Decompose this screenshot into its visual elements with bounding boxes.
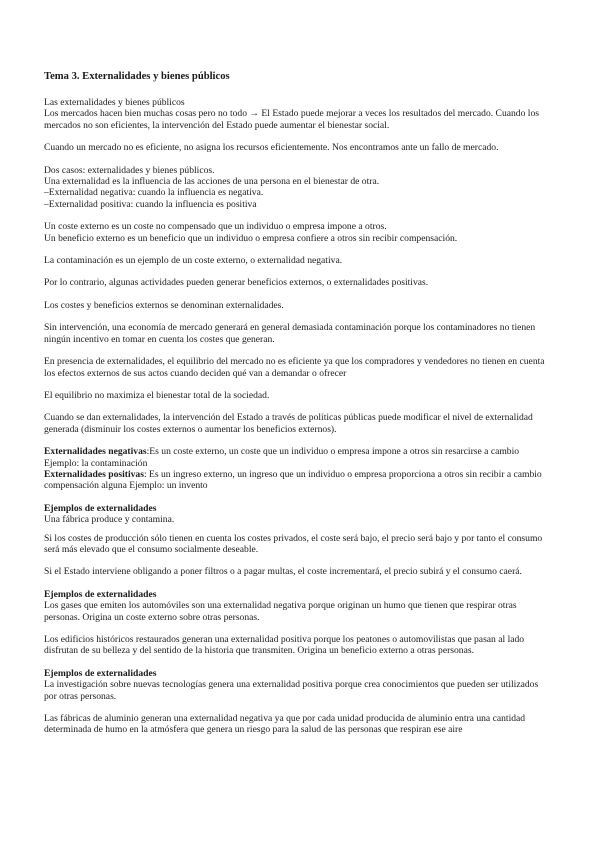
text-line: compensación alguna Ejemplo: un invento — [44, 480, 208, 492]
text-line: Las fábricas de aluminio generan una externalidad negativa ya que por cada unidad producida de aluminio entra una cantidad — [44, 713, 526, 725]
negative-externalities-text: :Es un coste externo, un coste que un individuo o empresa impone a otros sin resarcirse a cambio — [146, 446, 520, 458]
text-line: –Externalidad positiva: cuando la influencia es positiva — [44, 198, 257, 210]
text-line: determinada de humo en la atmósfera que genera un riesgo para la salud de las personas que respiran ese aire — [44, 724, 463, 736]
text-line: Las externalidades y bienes públicos — [44, 97, 185, 108]
examples-section-2 — [44, 589, 560, 623]
intro-paragraph — [44, 97, 560, 131]
external-cost-paragraph — [44, 221, 560, 244]
text-line: Cuando un mercado no es eficiente, no asigna los recursos eficientemente. Nos encontramos ante un fallo de mercado. — [44, 142, 499, 154]
text-line: Ejemplo: la contaminación — [44, 457, 148, 469]
text-line: Los costes y beneficios externos se denominan externalidades. — [44, 299, 284, 311]
positive-externalities-text: : Es un ingreso externo, un ingreso que un individuo o empresa proporciona a otros sin recibir a cambio — [143, 468, 542, 480]
section-heading: Ejemplos de externalidades — [44, 502, 157, 514]
welfare-paragraph — [44, 390, 560, 401]
text-line: Dos casos: externalidades y bienes públicos. — [44, 164, 215, 176]
text-line: En presencia de externalidades, el equilibrio del mercado no es eficiente ya que los compradores y vendedores no tienen en cuenta — [44, 356, 545, 368]
text-line: Cuando se dan externalidades, la intervención del Estado a través de políticas públicas puede modificar el nivel de externalidad — [44, 412, 533, 424]
examples-section-1-paragraph-b — [44, 566, 560, 577]
text-line: Un beneficio externo es un beneficio que un individuo o empresa confiere a otros sin recibir compensación. — [44, 232, 458, 244]
pollution-paragraph — [44, 255, 560, 266]
positive-externalities-label: Externalidades positivas — [44, 468, 144, 480]
examples-section-3-paragraph-a — [44, 713, 560, 736]
no-intervention-paragraph — [44, 322, 560, 345]
text-line: Si los costes de producción sólo tienen en cuenta los costes privados, el coste será bajo, el precio será bajo y por tanto el consumo — [44, 532, 543, 544]
text-line: Por lo contrario, algunas actividades pueden generar beneficios externos, o externalidades positivas. — [44, 277, 429, 289]
two-cases-paragraph — [44, 165, 560, 211]
text-line: por otras personas. — [44, 690, 117, 702]
state-intervention-paragraph — [44, 412, 560, 435]
text-line: Sin intervención, una economía de mercado generará en general demasiada contaminación porque los contaminadores no tienen — [44, 322, 536, 334]
text-line: Un coste externo es un coste no compensado que un individuo o empresa impone a otros. — [44, 221, 387, 233]
text-line: Una fábrica produce y contamina. — [44, 514, 175, 526]
externalities-definition-paragraph — [44, 300, 560, 311]
text-line: El equilibrio no maximiza el bienestar total de la sociedad. — [44, 389, 270, 401]
text-line — [44, 446, 560, 457]
text-line: ningún incentivo en tomar en cuenta los costes que generan. — [44, 333, 275, 345]
text-line: generada (disminuir los costes externos o aumentar los beneficios externos). — [44, 423, 337, 435]
examples-section-2-paragraph-a — [44, 634, 560, 657]
text-line: Si el Estado interviene obligando a poner filtros o a pagar multas, el coste incrementará, el precio subirá y el consumo caerá. — [44, 566, 522, 578]
text-line: mercados no son eficientes, la intervención del Estado puede aumentar el bienestar social. — [44, 119, 390, 131]
text-line: Los gases que emiten los automóviles son una externalidad negativa porque originan un humo que tienen que respirar otras — [44, 600, 517, 612]
text-line: los efectos externos de sus actos cuando deciden qué van a demandar o ofrecer — [44, 367, 347, 379]
equilibrium-paragraph — [44, 356, 560, 379]
text-line: disfrutan de su belleza y del sentido de la historia que transmiten. Origina un beneficio externo a otras personas. — [44, 645, 474, 657]
externality-types-paragraph — [44, 446, 560, 492]
section-heading: Ejemplos de externalidades — [44, 588, 157, 600]
text-line: será más elevado que el consumo socialmente deseable. — [44, 543, 259, 555]
external-benefits-paragraph — [44, 277, 560, 288]
text-line: Una externalidad es la influencia de las acciones de una persona en el bienestar de otra. — [44, 176, 380, 188]
text-line: personas. Origina un coste externo sobre otras personas. — [44, 611, 260, 623]
section-heading: Ejemplos de externalidades — [44, 667, 157, 679]
text-line — [44, 469, 560, 480]
examples-section-1-paragraph-a — [44, 533, 560, 556]
text-line: La investigación sobre nuevas tecnologías genera una externalidad positiva porque crea conocimientos que pueden ser utilizados — [44, 679, 539, 691]
text-line: Los mercados hacen bien muchas cosas pero no todo → El Estado puede mejorar a veces los resultados del mercado. Cuando los — [44, 108, 539, 120]
document-title: Tema 3. Externalidades y bienes públicos — [44, 71, 230, 82]
text-line: La contaminación es un ejemplo de un coste externo, o externalidad negativa. — [44, 255, 343, 267]
examples-section-3 — [44, 668, 560, 702]
negative-externalities-label: Externalidades negativas — [44, 446, 147, 458]
examples-section-1 — [44, 503, 560, 526]
market-failure-paragraph — [44, 142, 560, 153]
text-line: –Externalidad negativa: cuando la influencia es negativa. — [44, 187, 264, 199]
text-line: Los edificios históricos restaurados generan una externalidad positiva porque los peatones o automovilistas que pasan al lado — [44, 634, 525, 645]
